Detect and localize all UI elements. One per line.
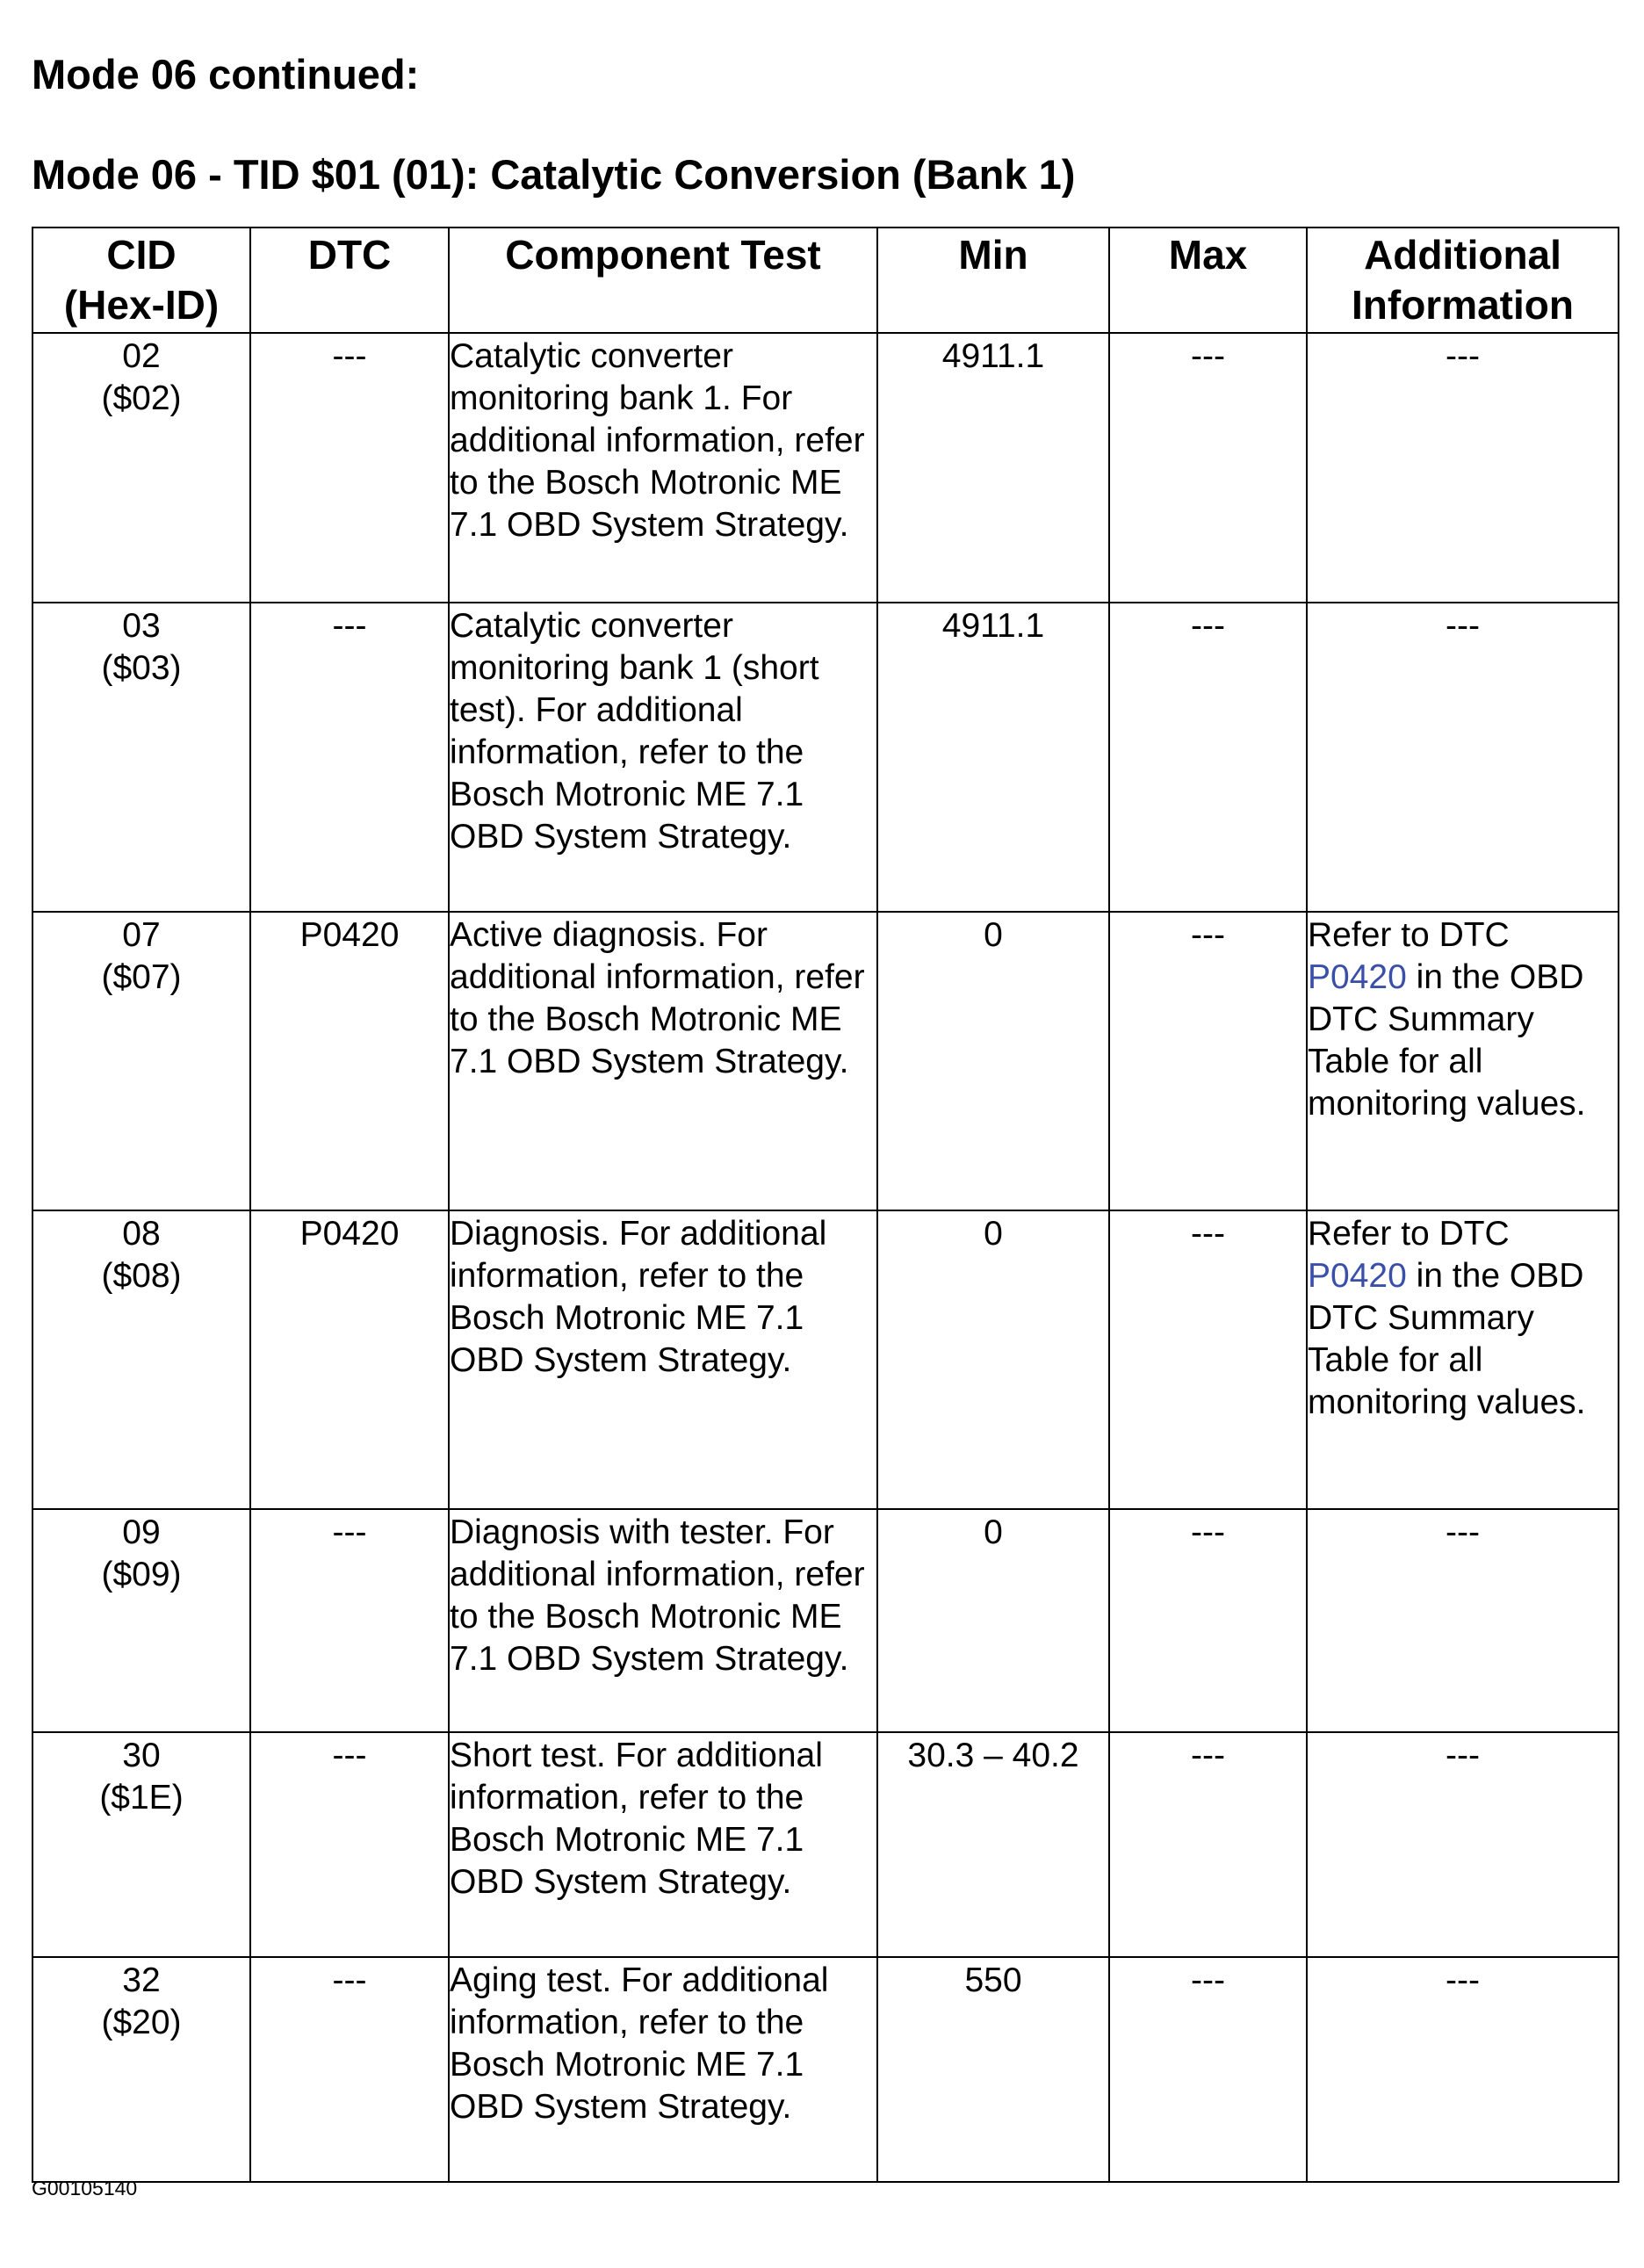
table-row — [32, 603, 1619, 912]
max-cell: --- — [1109, 912, 1307, 1210]
hex-id-value: ($02) — [101, 379, 182, 417]
min-cell: 4911.1 — [877, 333, 1109, 603]
header-max: Max — [1109, 228, 1307, 333]
continued-heading: Mode 06 continued: — [32, 51, 420, 98]
cid-value: 08 — [122, 1215, 161, 1253]
hex-id-value: ($03) — [101, 649, 182, 687]
cid-value: 03 — [122, 607, 161, 645]
max-cell: --- — [1109, 603, 1307, 912]
cid-cell — [32, 603, 250, 912]
table-row — [32, 912, 1619, 1210]
component-test-cell: Active diagnosis. For additional information, refer to the Bosch Motronic ME 7.1 OBD System Strategy. — [449, 912, 877, 1210]
additional-info-cell: --- — [1307, 333, 1619, 603]
hex-id-value: ($1E) — [99, 1779, 184, 1817]
header-min: Min — [877, 228, 1109, 333]
dtc-link[interactable]: P0420 — [1308, 1257, 1407, 1295]
additional-info-cell: --- — [1307, 1509, 1619, 1732]
cid-value: 30 — [122, 1737, 161, 1774]
table-row — [32, 1210, 1619, 1509]
component-test-cell: Diagnosis. For additional information, refer to the Bosch Motronic ME 7.1 OBD System Strategy. — [449, 1210, 877, 1509]
table-row — [32, 333, 1619, 603]
max-cell: --- — [1109, 1732, 1307, 1957]
component-test-cell: Catalytic converter monitoring bank 1 (short test). For additional information, refer to the Bosch Motronic ME 7.1 OBD System Strategy. — [449, 603, 877, 912]
min-cell: 0 — [877, 912, 1109, 1210]
max-cell: --- — [1109, 1957, 1307, 2182]
cid-value: 02 — [122, 337, 161, 375]
additional-info-cell: --- — [1307, 1957, 1619, 2182]
min-cell: 0 — [877, 1509, 1109, 1732]
max-cell: --- — [1109, 1210, 1307, 1509]
min-cell: 4911.1 — [877, 603, 1109, 912]
hex-id-value: ($20) — [101, 2004, 182, 2041]
additional-info-cell — [1307, 912, 1619, 1210]
min-cell: 30.3 – 40.2 — [877, 1732, 1109, 1957]
header-additional-line1: Additional — [1364, 232, 1561, 278]
additional-info-cell: --- — [1307, 1732, 1619, 1957]
dtc-cell: P0420 — [250, 1210, 449, 1509]
cid-value: 09 — [122, 1513, 161, 1551]
max-cell: --- — [1109, 333, 1307, 603]
hex-id-value: ($09) — [101, 1556, 182, 1593]
cid-value: 07 — [122, 916, 161, 954]
header-dtc: DTC — [250, 228, 449, 333]
dtc-cell: --- — [250, 1509, 449, 1732]
dtc-link[interactable]: P0420 — [1308, 958, 1407, 996]
cid-cell — [32, 1509, 250, 1732]
header-cid-line2: (Hex-ID) — [63, 282, 220, 328]
component-test-cell: Catalytic converter monitoring bank 1. For additional information, refer to the Bosch Motronic ME 7.1 OBD System Strategy. — [449, 333, 877, 603]
cid-cell — [32, 1732, 250, 1957]
dtc-cell: --- — [250, 333, 449, 603]
table-row — [32, 1509, 1619, 1732]
mode06-table — [32, 227, 1619, 2183]
info-text-post: in the OBD DTC Summary Table for all monitoring values. — [1308, 958, 1586, 1123]
info-text-pre: Refer to DTC — [1308, 1215, 1510, 1253]
table-row — [32, 1957, 1619, 2182]
dtc-cell: --- — [250, 1957, 449, 2182]
component-test-cell: Diagnosis with tester. For additional information, refer to the Bosch Motronic ME 7.1 OBD System Strategy. — [449, 1509, 877, 1732]
info-text-pre: Refer to DTC — [1308, 916, 1510, 954]
max-cell: --- — [1109, 1509, 1307, 1732]
info-text-post: in the OBD DTC Summary Table for all monitoring values. — [1308, 1257, 1586, 1421]
hex-id-value: ($08) — [101, 1257, 182, 1295]
hex-id-value: ($07) — [101, 958, 182, 996]
cid-cell — [32, 1957, 250, 2182]
header-additional-line2: Information — [1352, 282, 1574, 328]
additional-info-cell: --- — [1307, 603, 1619, 912]
component-test-cell: Short test. For additional information, refer to the Bosch Motronic ME 7.1 OBD System Strategy. — [449, 1732, 877, 1957]
dtc-cell: P0420 — [250, 912, 449, 1210]
cid-cell — [32, 912, 250, 1210]
cid-cell — [32, 1210, 250, 1509]
min-cell: 0 — [877, 1210, 1109, 1509]
additional-info-cell — [1307, 1210, 1619, 1509]
header-cid — [32, 228, 250, 333]
header-cid-line1: CID — [106, 232, 177, 278]
header-additional-information — [1307, 228, 1619, 333]
dtc-cell: --- — [250, 1732, 449, 1957]
header-component-test: Component Test — [449, 228, 877, 333]
dtc-cell: --- — [250, 603, 449, 912]
figure-code: G00105140 — [32, 2177, 138, 2199]
component-test-cell: Aging test. For additional information, refer to the Bosch Motronic ME 7.1 OBD System Strategy. — [449, 1957, 877, 2182]
header-row — [32, 228, 1619, 333]
table-title: Mode 06 - TID $01 (01): Catalytic Conversion (Bank 1) — [32, 151, 1076, 198]
cid-cell — [32, 333, 250, 603]
table-row — [32, 1732, 1619, 1957]
min-cell: 550 — [877, 1957, 1109, 2182]
cid-value: 32 — [122, 1961, 161, 1999]
